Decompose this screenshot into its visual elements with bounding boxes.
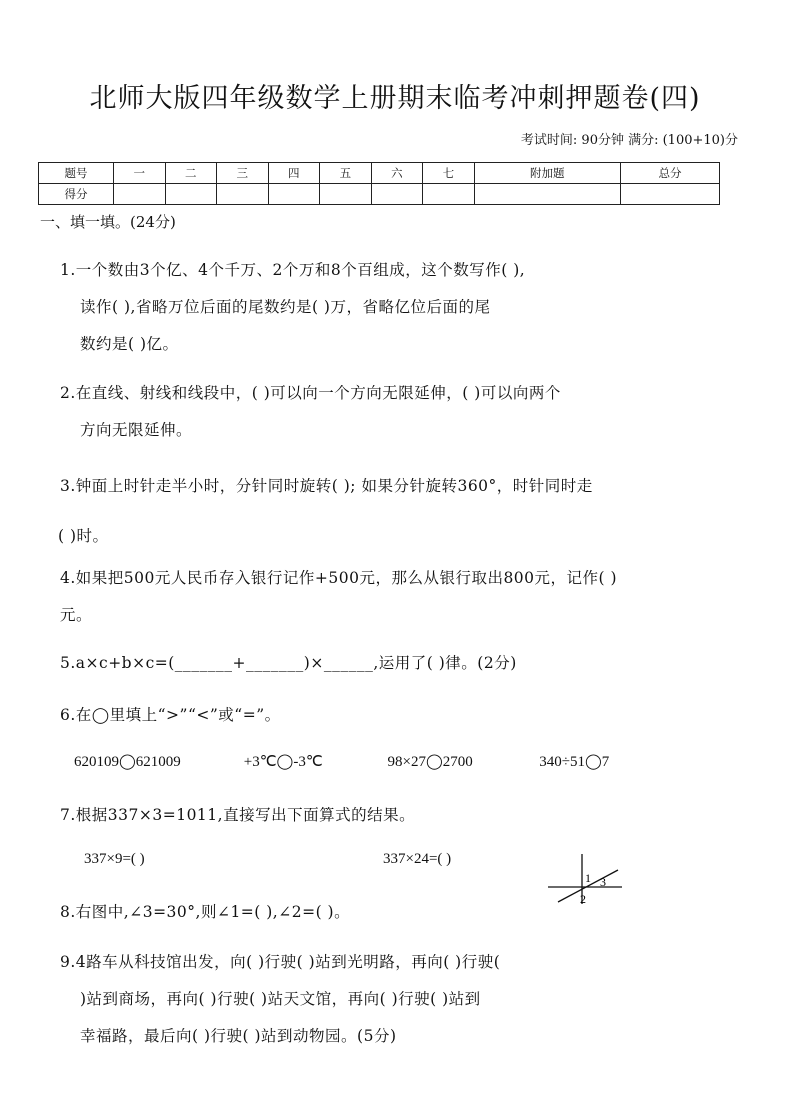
question-7-item-1[interactable]: 337×9=( ) (84, 851, 145, 867)
angle-label-1: 1 (585, 871, 591, 885)
score-cell[interactable] (423, 184, 475, 205)
score-cell[interactable] (320, 184, 372, 205)
question-4-line-2: 元。 (60, 606, 93, 624)
score-label: 得分 (39, 184, 114, 205)
compare-item[interactable]: +3℃◯-3℃ (243, 754, 323, 770)
compare-item[interactable]: 620109◯621009 (74, 754, 181, 770)
question-6-items (74, 752, 609, 771)
header-cell: 五 (320, 163, 372, 184)
header-cell: 六 (371, 163, 423, 184)
score-table-header-row (39, 163, 720, 184)
compare-item[interactable]: 340÷51◯7 (539, 754, 610, 770)
angle-label-2: 2 (580, 892, 586, 906)
question-7-item-2[interactable]: 337×24=( ) (383, 851, 452, 867)
question-9-line-1: 9.4路车从科技馆出发，向( )行驶( )站到光明路，再向( )行驶( (60, 953, 501, 971)
score-cell[interactable] (217, 184, 269, 205)
score-cell[interactable] (474, 184, 620, 205)
question-9-line-2: )站到商场，再向( )行驶( )站天文馆，再向( )行驶( )站到 (80, 990, 481, 1008)
exam-title: 北师大版四年级数学上册期末临考冲刺押题卷(四) (89, 83, 701, 114)
question-3-line-1: 3.钟面上时针走半小时，分针同时旋转( ); 如果分针旋转360°，时针同时走 (60, 477, 593, 495)
question-8: 8.右图中,∠3=30°,则∠1=( ),∠2=( )。 (60, 903, 351, 921)
header-cell: 四 (268, 163, 320, 184)
question-4-line-1: 4.如果把500元人民币存入银行记作+500元，那么从银行取出800元，记作( ) (60, 569, 618, 587)
question-6: 6.在◯里填上“>”“<”或“=”。 (60, 706, 281, 724)
score-cell[interactable] (165, 184, 217, 205)
question-3 (60, 461, 760, 561)
header-cell: 附加题 (474, 163, 620, 184)
question-1-line-2: 读作( ),省略万位后面的尾数约是( )万，省略亿位后面的尾 (80, 298, 491, 316)
header-cell: 七 (423, 163, 475, 184)
question-1-line-1: 1.一个数由3个亿、4个千万、2个万和8个百组成，这个数写作( ), (60, 261, 526, 279)
score-table (38, 162, 720, 205)
question-9 (60, 944, 760, 1055)
score-cell[interactable] (268, 184, 320, 205)
question-5: 5.a×c+b×c=(_______+_______)×______,运用了( )律。(2分) (60, 654, 517, 672)
header-cell: 一 (114, 163, 166, 184)
question-9-line-3: 幸福路，最后向( )行驶( )站到动物园。(5分) (80, 1027, 397, 1045)
angle-label-3: 3 (600, 875, 606, 889)
question-1-line-3: 数约是( )亿。 (80, 335, 179, 353)
section-heading-1: 一、填一填。(24分) (40, 213, 176, 231)
question-3-line-2: ( )时。 (58, 527, 109, 545)
question-7: 7.根据337×3=1011,直接写出下面算式的结果。 (60, 806, 416, 824)
score-cell[interactable] (114, 184, 166, 205)
question-2 (60, 375, 760, 449)
question-4 (60, 560, 760, 634)
exam-info: 考试时间: 90分钟 满分: (100+10)分 (520, 133, 738, 148)
header-cell: 总分 (620, 163, 719, 184)
score-cell[interactable] (620, 184, 719, 205)
question-1 (60, 252, 760, 363)
question-2-line-1: 2.在直线、射线和线段中，( )可以向一个方向无限延伸，( )可以向两个 (60, 384, 561, 402)
compare-item[interactable]: 98×27◯2700 (387, 754, 473, 770)
header-cell: 题号 (39, 163, 114, 184)
header-cell: 三 (217, 163, 269, 184)
score-table-score-row (39, 184, 720, 205)
score-cell[interactable] (371, 184, 423, 205)
question-2-line-2: 方向无限延伸。 (80, 421, 193, 439)
header-cell: 二 (165, 163, 217, 184)
